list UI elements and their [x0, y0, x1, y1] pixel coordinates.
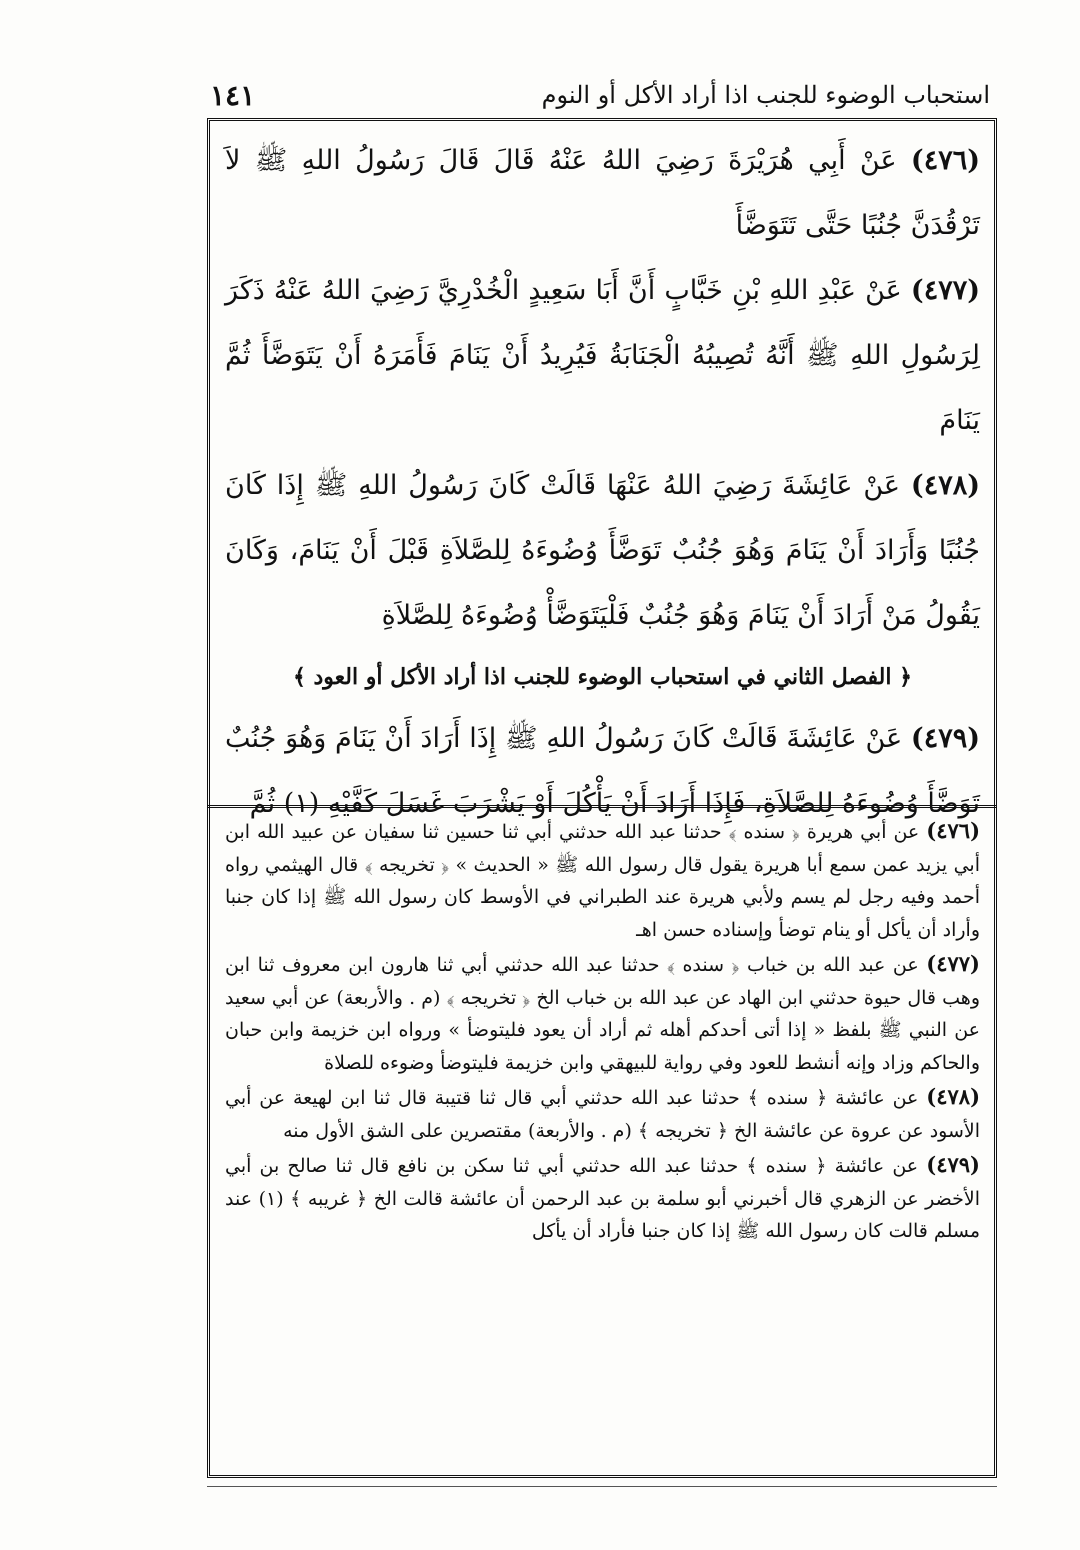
hadith-text: عَنْ عَائِشَةَ رَضِيَ اللهُ عَنْهَا قَالَتْ كَانَ رَسُولُ اللهِ ﷺ إِذَا كَانَ جُنُبًا وَأَرَادَ أَنْ يَنَامَ وَهُوَ جُنُبٌ تَوَضَّأَ وُضُوءَهُ لِلصَّلاَةِ قَبْلَ أَنْ يَنَامَ، وَكَانَ يَقُولُ مَنْ أَرَادَ أَنْ يَنَامَ وَهُوَ جُنُبٌ فَلْيَتَوَضَّأْ وُضُوءَهُ لِلصَّلاَةِ [225, 470, 980, 631]
note-number: (٤٧٨) [926, 1084, 980, 1109]
note-number: (٤٧٧) [926, 951, 980, 976]
note-478 [225, 1081, 980, 1147]
hadith-text: عَنْ عَبْدِ اللهِ بْنِ خَبَّابٍ أَنَّ أَبَا سَعِيدٍ الْخُدْرِيَّ رَضِيَ اللهُ عَنْهُ ذَكَرَ لِرَسُولِ اللهِ ﷺ أَنَّهُ تُصِيبُهُ الْجَنَابَةُ فَيُرِيدُ أَنْ يَنَامَ فَأَمَرَهُ أَنْ يَتَوَضَّأَ ثُمَّ يَنَامَ [225, 275, 980, 436]
note-text: عن عائشة ﴿ سنده ﴾ حدثنا عبد الله حدثني أبي ثنا سكن بن نافع قال ثنا صالح بن أبي الأخضر عن الزهري قال أخبرني أبو سلمة بن عبد الرحمن أن عائشة قالت الخ ﴿ غريبه ﴾ (١) عند مسلم قالت كان رسول الله ﷺ إذا كان جنبا فأراد أن يأكل [225, 1155, 980, 1242]
note-number: (٤٧٦) [926, 818, 980, 843]
note-number: (٤٧٩) [926, 1152, 980, 1177]
hadith-number: (٤٧٧) [910, 275, 980, 306]
bottom-rule [207, 1486, 997, 1487]
note-text: عن أبي هريرة ﴿ سنده ﴾ حدثنا عبد الله حدثني أبي ثنا حسين ثنا سفيان عن عبيد الله ابن أبي يزيد عمن سمع أبا هريرة يقول قال رسول الله ﷺ « الحديث » ﴿ تخريجه ﴾ قال الهيثمي رواه أحمد وفيه رجل لم يسم ولأبي هريرة عند الطبراني في الأوسط كان رسول الله ﷺ إذا كان جنبا وأراد أن يأكل أو ينام توضأ وإسناده حسن اهـ [225, 821, 980, 941]
note-476 [225, 815, 980, 946]
hadith-text: عَنْ عَائِشَةَ قَالَتْ كَانَ رَسُولُ اللهِ ﷺ إِذَا أَرَادَ أَنْ يَنَامَ وَهُوَ جُنُبٌ تَوَضَّأَ وُضُوءَهُ لِلصَّلاَةِ، فَإِذَا أَرَادَ أَنْ يَأْكُلَ أَوْ يَشْرَبَ غَسَلَ كَفَّيْهِ (١) ثُمَّ [225, 723, 980, 819]
footnotes-section [225, 815, 980, 1465]
note-477 [225, 948, 980, 1079]
hadith-number: (٤٧٦) [910, 145, 980, 176]
note-text: عن عائشة ﴿ سنده ﴾ حدثنا عبد الله حدثني أبي قال ثنا قتيبة قال ثنا ابن لهيعة عن أبي الأسود عن عروة عن عائشة الخ ﴿ تخريجه ﴾ (م . والأربعة) مقتصرين على الشق الأول منه [225, 1087, 980, 1142]
hadith-477 [225, 258, 980, 453]
note-479 [225, 1149, 980, 1248]
hadith-text: عَنْ أَبِي هُرَيْرَةَ رَضِيَ اللهُ عَنْهُ قَالَ قَالَ رَسُولُ اللهِ ﷺ لاَ تَرْقُدَنَّ جُنُبًا حَتَّى تَتَوَضَّأَ [225, 145, 980, 241]
hadith-478 [225, 453, 980, 648]
section-heading: ﴿ الفصل الثاني في استحباب الوضوء للجنب اذا أراد الأكل أو العود ﴾ [292, 664, 913, 690]
matn-section [225, 128, 980, 819]
note-text: عن عبد الله بن خباب ﴿ سنده ﴾ حدثنا عبد الله حدثني أبي ثنا هارون ابن معروف ثنا ابن وهب قال حيوة حدثني ابن الهاد عن عبد الله بن خباب الخ ﴿ تخريجه ﴾ (م . والأربعة) عن أبي سعيد عن النبي ﷺ بلفظ « إذا أتى أحدكم أهله ثم أراد أن يعود فليتوضأ » ورواه ابن خزيمة وابن حبان والحاكم وزاد وإنه أنشط للعود وفي رواية للبيهقي وابن خزيمة فليتوضأ وضوءه للصلاة [225, 954, 980, 1074]
hadith-number: (٤٧٨) [910, 470, 980, 501]
running-title: استحباب الوضوء للجنب اذا أراد الأكل أو النوم [541, 81, 990, 109]
page-header [210, 70, 990, 120]
page-number: ١٤١ [210, 78, 256, 112]
hadith-476 [225, 128, 980, 258]
hadith-number: (٤٧٩) [910, 723, 980, 754]
